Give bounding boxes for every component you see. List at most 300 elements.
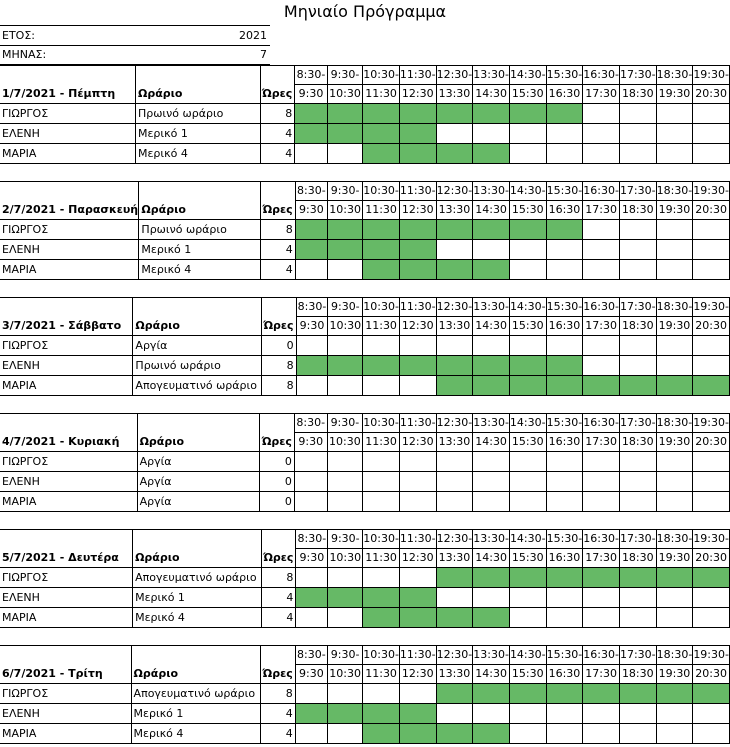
schedule-cell-filled[interactable] xyxy=(328,588,363,608)
schedule-cell-empty[interactable] xyxy=(509,144,546,164)
schedule-cell-filled[interactable] xyxy=(436,356,473,376)
time-slot-end: 11:30 xyxy=(363,549,400,568)
schedule-cell-empty[interactable] xyxy=(693,704,730,724)
employee-row xyxy=(0,684,730,704)
schedule-cell-empty[interactable] xyxy=(327,492,363,512)
schedule-cell-empty[interactable] xyxy=(473,472,510,492)
schedule-cell-filled[interactable] xyxy=(546,684,583,704)
schedule-cell-filled[interactable] xyxy=(619,684,656,704)
schedule-cell-empty[interactable] xyxy=(295,724,327,744)
schedule-cell-filled[interactable] xyxy=(583,376,620,396)
schedule-cell-filled[interactable] xyxy=(399,220,436,240)
schedule-cell-filled[interactable] xyxy=(399,608,436,628)
time-slot-end: 14:30 xyxy=(473,433,510,452)
schedule-cell-filled[interactable] xyxy=(473,608,510,628)
schedule-cell-empty[interactable] xyxy=(327,260,362,280)
schedule-cell-empty[interactable] xyxy=(509,704,546,724)
hours-column-header: Ώρες xyxy=(260,414,295,452)
schedule-cell-empty[interactable] xyxy=(583,240,620,260)
schedule-cell-empty[interactable] xyxy=(399,492,436,512)
employee-schedule: Αργία xyxy=(137,492,260,512)
schedule-cell-filled[interactable] xyxy=(546,356,583,376)
schedule-cell-empty[interactable] xyxy=(473,492,510,512)
schedule-cell-empty[interactable] xyxy=(656,356,693,376)
schedule-cell-empty[interactable] xyxy=(509,492,546,512)
schedule-cell-empty[interactable] xyxy=(656,724,693,744)
time-slot-start: 9:30- xyxy=(327,66,363,85)
schedule-cell-empty[interactable] xyxy=(296,376,328,396)
schedule-cell-empty[interactable] xyxy=(363,336,400,356)
schedule-cell-filled[interactable] xyxy=(363,240,400,260)
schedule-cell-empty[interactable] xyxy=(546,336,583,356)
schedule-cell-empty[interactable] xyxy=(399,336,436,356)
schedule-cell-filled[interactable] xyxy=(436,568,473,588)
schedule-cell-filled[interactable] xyxy=(328,356,363,376)
employee-schedule: Πρωινό ωράριο xyxy=(139,220,261,240)
time-slot-start: 19:30- xyxy=(693,530,730,549)
schedule-cell-empty[interactable] xyxy=(295,684,327,704)
employee-row xyxy=(0,124,730,144)
time-slot-end: 13:30 xyxy=(436,201,473,220)
schedule-cell-empty[interactable] xyxy=(693,492,730,512)
schedule-cell-empty[interactable] xyxy=(294,472,327,492)
schedule-cell-filled[interactable] xyxy=(473,220,510,240)
schedule-cell-empty[interactable] xyxy=(619,144,656,164)
schedule-cell-empty[interactable] xyxy=(328,608,363,628)
schedule-cell-empty[interactable] xyxy=(327,724,362,744)
schedule-cell-empty[interactable] xyxy=(693,240,730,260)
schedule-cell-empty[interactable] xyxy=(619,452,656,472)
schedule-cell-empty[interactable] xyxy=(693,336,730,356)
employee-hours: 4 xyxy=(261,240,296,260)
time-slot-start: 12:30- xyxy=(436,530,473,549)
schedule-cell-empty[interactable] xyxy=(693,472,730,492)
time-slot-end: 16:30 xyxy=(546,85,583,104)
schedule-cell-empty[interactable] xyxy=(473,704,510,724)
schedule-cell-empty[interactable] xyxy=(693,452,730,472)
schedule-cell-empty[interactable] xyxy=(473,240,510,260)
time-slot-end: 19:30 xyxy=(656,317,693,336)
time-slot-start: 11:30- xyxy=(399,182,436,201)
schedule-cell-filled[interactable] xyxy=(363,220,400,240)
employee-row xyxy=(0,144,730,164)
schedule-cell-filled[interactable] xyxy=(436,144,473,164)
schedule-cell-empty[interactable] xyxy=(509,452,546,472)
schedule-cell-filled[interactable] xyxy=(509,568,546,588)
time-slot-start: 17:30- xyxy=(619,646,656,665)
schedule-cell-empty[interactable] xyxy=(619,220,656,240)
schedule-cell-empty[interactable] xyxy=(399,568,436,588)
schedule-cell-filled[interactable] xyxy=(436,376,473,396)
schedule-cell-empty[interactable] xyxy=(294,452,327,472)
schedule-cell-filled[interactable] xyxy=(656,684,693,704)
time-slot-end: 20:30 xyxy=(693,201,730,220)
time-slot-start: 17:30- xyxy=(619,66,656,85)
schedule-cell-filled[interactable] xyxy=(473,376,510,396)
schedule-cell-empty[interactable] xyxy=(296,336,328,356)
schedule-cell-empty[interactable] xyxy=(656,336,693,356)
schedule-cell-empty[interactable] xyxy=(656,492,693,512)
schedule-cell-empty[interactable] xyxy=(583,260,620,280)
time-slot-start: 14:30- xyxy=(509,298,546,317)
schedule-cell-empty[interactable] xyxy=(436,124,473,144)
schedule-cell-empty[interactable] xyxy=(619,724,656,744)
schedule-cell-empty[interactable] xyxy=(693,356,730,376)
time-slot-start: 9:30- xyxy=(327,414,363,433)
schedule-cell-empty[interactable] xyxy=(583,724,620,744)
employee-hours: 4 xyxy=(260,144,295,164)
schedule-column-header: Ωράριο xyxy=(135,66,260,104)
schedule-cell-filled[interactable] xyxy=(399,124,436,144)
schedule-cell-empty[interactable] xyxy=(328,376,363,396)
schedule-cell-empty[interactable] xyxy=(509,336,546,356)
employee-row xyxy=(0,376,730,396)
time-slot-end: 20:30 xyxy=(693,549,730,568)
time-slot-start: 12:30- xyxy=(436,66,473,85)
schedule-cell-empty[interactable] xyxy=(436,472,473,492)
schedule-cell-filled[interactable] xyxy=(399,144,436,164)
schedule-cell-filled[interactable] xyxy=(436,684,473,704)
schedule-cell-filled[interactable] xyxy=(583,568,620,588)
schedule-cell-empty[interactable] xyxy=(656,608,693,628)
time-slot-end: 15:30 xyxy=(509,433,546,452)
time-slot-end: 19:30 xyxy=(656,201,693,220)
schedule-cell-filled[interactable] xyxy=(327,220,362,240)
schedule-cell-filled[interactable] xyxy=(295,124,327,144)
schedule-cell-filled[interactable] xyxy=(473,260,510,280)
employee-hours: 4 xyxy=(261,588,295,608)
schedule-cell-filled[interactable] xyxy=(693,684,730,704)
employee-row xyxy=(0,356,730,376)
schedule-cell-empty[interactable] xyxy=(546,472,583,492)
schedule-cell-filled[interactable] xyxy=(509,376,546,396)
employee-name: ΕΛΕΝΗ xyxy=(0,704,131,724)
schedule-cell-filled[interactable] xyxy=(399,240,436,260)
schedule-cell-empty[interactable] xyxy=(619,336,656,356)
employee-row xyxy=(0,452,730,472)
schedule-cell-empty[interactable] xyxy=(693,608,730,628)
schedule-cell-empty[interactable] xyxy=(296,568,328,588)
schedule-cell-filled[interactable] xyxy=(546,104,583,124)
employee-hours: 8 xyxy=(262,376,296,396)
schedule-cell-filled[interactable] xyxy=(436,220,473,240)
schedule-cell-empty[interactable] xyxy=(583,104,620,124)
time-slot-start: 17:30- xyxy=(619,530,656,549)
schedule-cell-empty[interactable] xyxy=(619,124,656,144)
schedule-cell-empty[interactable] xyxy=(509,124,546,144)
schedule-cell-empty[interactable] xyxy=(546,492,583,512)
schedule-cell-empty[interactable] xyxy=(363,452,400,472)
day-header-row xyxy=(0,182,730,201)
schedule-cell-empty[interactable] xyxy=(656,588,693,608)
schedule-cell-empty[interactable] xyxy=(583,144,620,164)
time-slot-start: 19:30- xyxy=(693,182,730,201)
time-slot-start: 19:30- xyxy=(693,646,730,665)
schedule-cell-filled[interactable] xyxy=(363,104,400,124)
schedule-cell-filled[interactable] xyxy=(363,724,400,744)
time-slot-start: 9:30- xyxy=(328,298,363,317)
schedule-cell-empty[interactable] xyxy=(473,588,510,608)
schedule-cell-filled[interactable] xyxy=(436,104,473,124)
schedule-cell-empty[interactable] xyxy=(509,588,546,608)
time-slot-end: 16:30 xyxy=(546,317,583,336)
schedule-cell-empty[interactable] xyxy=(509,240,546,260)
schedule-cell-empty[interactable] xyxy=(656,104,693,124)
schedule-cell-filled[interactable] xyxy=(295,704,327,724)
schedule-cell-empty[interactable] xyxy=(399,376,436,396)
employee-name: ΜΑΡΙΑ xyxy=(0,492,137,512)
schedule-cell-empty[interactable] xyxy=(619,608,656,628)
time-slot-end: 9:30 xyxy=(296,549,328,568)
schedule-cell-filled[interactable] xyxy=(546,568,583,588)
schedule-cell-filled[interactable] xyxy=(399,704,436,724)
schedule-cell-filled[interactable] xyxy=(509,220,546,240)
schedule-cell-filled[interactable] xyxy=(619,376,656,396)
schedule-cell-filled[interactable] xyxy=(327,124,363,144)
employee-row xyxy=(0,104,730,124)
time-slot-end: 18:30 xyxy=(619,317,656,336)
time-slot-start: 9:30- xyxy=(327,182,362,201)
schedule-cell-filled[interactable] xyxy=(296,588,328,608)
time-slot-end: 18:30 xyxy=(619,549,656,568)
schedule-cell-filled[interactable] xyxy=(399,588,436,608)
schedule-cell-empty[interactable] xyxy=(583,336,620,356)
time-slot-end: 18:30 xyxy=(619,665,656,684)
schedule-cell-filled[interactable] xyxy=(546,220,583,240)
time-slot-end: 19:30 xyxy=(656,549,693,568)
schedule-cell-empty[interactable] xyxy=(656,220,693,240)
schedule-cell-empty[interactable] xyxy=(399,684,436,704)
time-slot-start: 8:30- xyxy=(295,646,327,665)
schedule-cell-empty[interactable] xyxy=(363,492,400,512)
schedule-cell-empty[interactable] xyxy=(619,240,656,260)
employee-name: ΕΛΕΝΗ xyxy=(0,356,133,376)
schedule-cell-empty[interactable] xyxy=(295,144,327,164)
schedule-cell-empty[interactable] xyxy=(328,336,363,356)
schedule-cell-filled[interactable] xyxy=(363,260,400,280)
schedule-cell-empty[interactable] xyxy=(436,588,473,608)
schedule-cell-empty[interactable] xyxy=(363,568,400,588)
schedule-cell-filled[interactable] xyxy=(473,724,510,744)
year-row xyxy=(0,26,270,45)
time-slot-start: 10:30- xyxy=(363,66,400,85)
schedule-cell-filled[interactable] xyxy=(295,240,327,260)
schedule-cell-empty[interactable] xyxy=(619,104,656,124)
schedule-cell-filled[interactable] xyxy=(363,356,400,376)
schedule-cell-empty[interactable] xyxy=(619,472,656,492)
time-slot-start: 8:30- xyxy=(294,414,327,433)
schedule-cell-empty[interactable] xyxy=(583,124,620,144)
day-label: 6/7/2021 - Τρίτη xyxy=(0,646,131,684)
schedule-cell-empty[interactable] xyxy=(656,472,693,492)
time-slot-end: 18:30 xyxy=(619,201,656,220)
schedule-cell-filled[interactable] xyxy=(693,376,730,396)
schedule-cell-empty[interactable] xyxy=(436,336,473,356)
schedule-cell-empty[interactable] xyxy=(656,144,693,164)
schedule-cell-filled[interactable] xyxy=(399,356,436,376)
employee-row xyxy=(0,260,730,280)
schedule-cell-empty[interactable] xyxy=(546,260,583,280)
schedule-cell-empty[interactable] xyxy=(509,472,546,492)
schedule-cell-empty[interactable] xyxy=(619,356,656,376)
schedule-cell-filled[interactable] xyxy=(363,144,400,164)
time-slot-end: 13:30 xyxy=(436,85,473,104)
schedule-cell-empty[interactable] xyxy=(619,492,656,512)
schedule-cell-filled[interactable] xyxy=(509,356,546,376)
schedule-cell-empty[interactable] xyxy=(619,260,656,280)
time-slot-end: 16:30 xyxy=(546,549,583,568)
schedule-cell-empty[interactable] xyxy=(583,220,620,240)
schedule-cell-empty[interactable] xyxy=(473,452,510,472)
schedule-cell-filled[interactable] xyxy=(473,104,510,124)
schedule-cell-empty[interactable] xyxy=(509,608,546,628)
schedule-cell-filled[interactable] xyxy=(327,704,362,724)
schedule-cell-empty[interactable] xyxy=(546,608,583,628)
schedule-cell-empty[interactable] xyxy=(399,472,436,492)
sheet-title: Μηνιαίο Πρόγραμμα xyxy=(283,2,447,21)
schedule-cell-filled[interactable] xyxy=(399,104,436,124)
schedule-cell-empty[interactable] xyxy=(294,492,327,512)
time-slot-end: 17:30 xyxy=(583,317,620,336)
schedule-cell-empty[interactable] xyxy=(546,724,583,744)
time-slot-start: 11:30- xyxy=(399,414,436,433)
employee-hours: 4 xyxy=(261,608,295,628)
schedule-cell-empty[interactable] xyxy=(546,240,583,260)
time-slot-start: 12:30- xyxy=(436,646,473,665)
schedule-cell-empty[interactable] xyxy=(546,588,583,608)
schedule-cell-filled[interactable] xyxy=(656,376,693,396)
schedule-cell-empty[interactable] xyxy=(693,144,730,164)
schedule-cell-filled[interactable] xyxy=(656,568,693,588)
schedule-cell-filled[interactable] xyxy=(436,260,473,280)
schedule-cell-empty[interactable] xyxy=(328,568,363,588)
time-slot-end: 14:30 xyxy=(473,201,510,220)
schedule-cell-empty[interactable] xyxy=(327,144,363,164)
time-slot-start: 12:30- xyxy=(436,414,473,433)
schedule-cell-empty[interactable] xyxy=(583,472,620,492)
schedule-cell-empty[interactable] xyxy=(656,260,693,280)
schedule-cell-filled[interactable] xyxy=(436,608,473,628)
time-slot-start: 11:30- xyxy=(399,530,436,549)
schedule-cell-filled[interactable] xyxy=(327,240,362,260)
schedule-cell-filled[interactable] xyxy=(473,356,510,376)
schedule-cell-empty[interactable] xyxy=(436,240,473,260)
schedule-cell-empty[interactable] xyxy=(583,492,620,512)
schedule-cell-filled[interactable] xyxy=(399,260,436,280)
schedule-cell-empty[interactable] xyxy=(436,704,473,724)
schedule-cell-empty[interactable] xyxy=(296,608,328,628)
schedule-cell-empty[interactable] xyxy=(583,704,620,724)
schedule-cell-empty[interactable] xyxy=(583,356,620,376)
schedule-cell-filled[interactable] xyxy=(363,588,400,608)
time-slot-end: 11:30 xyxy=(363,665,400,684)
schedule-cell-filled[interactable] xyxy=(546,376,583,396)
schedule-cell-empty[interactable] xyxy=(327,684,362,704)
schedule-cell-empty[interactable] xyxy=(693,124,730,144)
schedule-cell-empty[interactable] xyxy=(363,472,400,492)
schedule-cell-empty[interactable] xyxy=(546,144,583,164)
month-row xyxy=(0,45,270,64)
schedule-cell-empty[interactable] xyxy=(546,704,583,724)
schedule-cell-empty[interactable] xyxy=(436,492,473,512)
schedule-cell-filled[interactable] xyxy=(509,104,546,124)
schedule-cell-filled[interactable] xyxy=(509,684,546,704)
schedule-cell-filled[interactable] xyxy=(296,356,328,376)
schedule-cell-empty[interactable] xyxy=(509,724,546,744)
time-slot-start: 16:30- xyxy=(583,530,620,549)
schedule-cell-empty[interactable] xyxy=(363,376,400,396)
schedule-cell-empty[interactable] xyxy=(295,260,327,280)
schedule-cell-filled[interactable] xyxy=(399,724,436,744)
schedule-cell-empty[interactable] xyxy=(363,684,400,704)
time-slot-start: 19:30- xyxy=(693,298,730,317)
time-slot-end: 10:30 xyxy=(327,85,363,104)
employee-schedule: Απογευματινό ωράριο xyxy=(133,568,262,588)
time-slot-end: 17:30 xyxy=(583,201,620,220)
schedule-cell-empty[interactable] xyxy=(656,452,693,472)
time-slot-end: 10:30 xyxy=(328,317,363,336)
schedule-cell-empty[interactable] xyxy=(656,704,693,724)
schedule-cell-empty[interactable] xyxy=(693,104,730,124)
schedule-cell-empty[interactable] xyxy=(473,124,510,144)
time-slot-start: 18:30- xyxy=(656,298,693,317)
time-slot-end: 12:30 xyxy=(399,665,436,684)
schedule-cell-empty[interactable] xyxy=(583,608,620,628)
schedule-cell-filled[interactable] xyxy=(473,684,510,704)
schedule-cell-empty[interactable] xyxy=(327,472,363,492)
schedule-cell-empty[interactable] xyxy=(436,452,473,472)
schedule-cell-empty[interactable] xyxy=(327,452,363,472)
schedule-cell-filled[interactable] xyxy=(363,704,400,724)
schedule-cell-empty[interactable] xyxy=(583,452,620,472)
schedule-cell-empty[interactable] xyxy=(656,240,693,260)
schedule-cell-filled[interactable] xyxy=(436,724,473,744)
schedule-cell-empty[interactable] xyxy=(656,124,693,144)
schedule-cell-filled[interactable] xyxy=(693,568,730,588)
schedule-cell-empty[interactable] xyxy=(693,588,730,608)
schedule-cell-empty[interactable] xyxy=(473,336,510,356)
schedule-cell-filled[interactable] xyxy=(295,104,327,124)
schedule-cell-filled[interactable] xyxy=(295,220,327,240)
employee-row xyxy=(0,220,730,240)
schedule-cell-empty[interactable] xyxy=(509,260,546,280)
schedule-cell-empty[interactable] xyxy=(619,588,656,608)
employee-schedule: Πρωινό ωράριο xyxy=(133,356,262,376)
schedule-cell-empty[interactable] xyxy=(399,452,436,472)
schedule-cell-filled[interactable] xyxy=(363,124,400,144)
schedule-cell-filled[interactable] xyxy=(473,568,510,588)
schedule-cell-empty[interactable] xyxy=(693,724,730,744)
schedule-cell-filled[interactable] xyxy=(619,568,656,588)
day-table xyxy=(0,181,730,280)
employee-schedule: Αργία xyxy=(137,452,260,472)
time-slot-start: 10:30- xyxy=(363,414,400,433)
schedule-cell-filled[interactable] xyxy=(363,608,400,628)
employee-name: ΜΑΡΙΑ xyxy=(0,260,139,280)
year-value: 2021 xyxy=(239,29,267,42)
schedule-cell-empty[interactable] xyxy=(619,704,656,724)
schedule-cell-empty[interactable] xyxy=(583,588,620,608)
schedule-cell-empty[interactable] xyxy=(693,260,730,280)
schedule-cell-filled[interactable] xyxy=(327,104,363,124)
time-slot-start: 13:30- xyxy=(473,530,510,549)
schedule-cell-empty[interactable] xyxy=(546,452,583,472)
schedule-cell-empty[interactable] xyxy=(693,220,730,240)
schedule-cell-filled[interactable] xyxy=(473,144,510,164)
schedule-cell-empty[interactable] xyxy=(546,124,583,144)
time-slot-start: 18:30- xyxy=(656,530,693,549)
schedule-cell-filled[interactable] xyxy=(583,684,620,704)
